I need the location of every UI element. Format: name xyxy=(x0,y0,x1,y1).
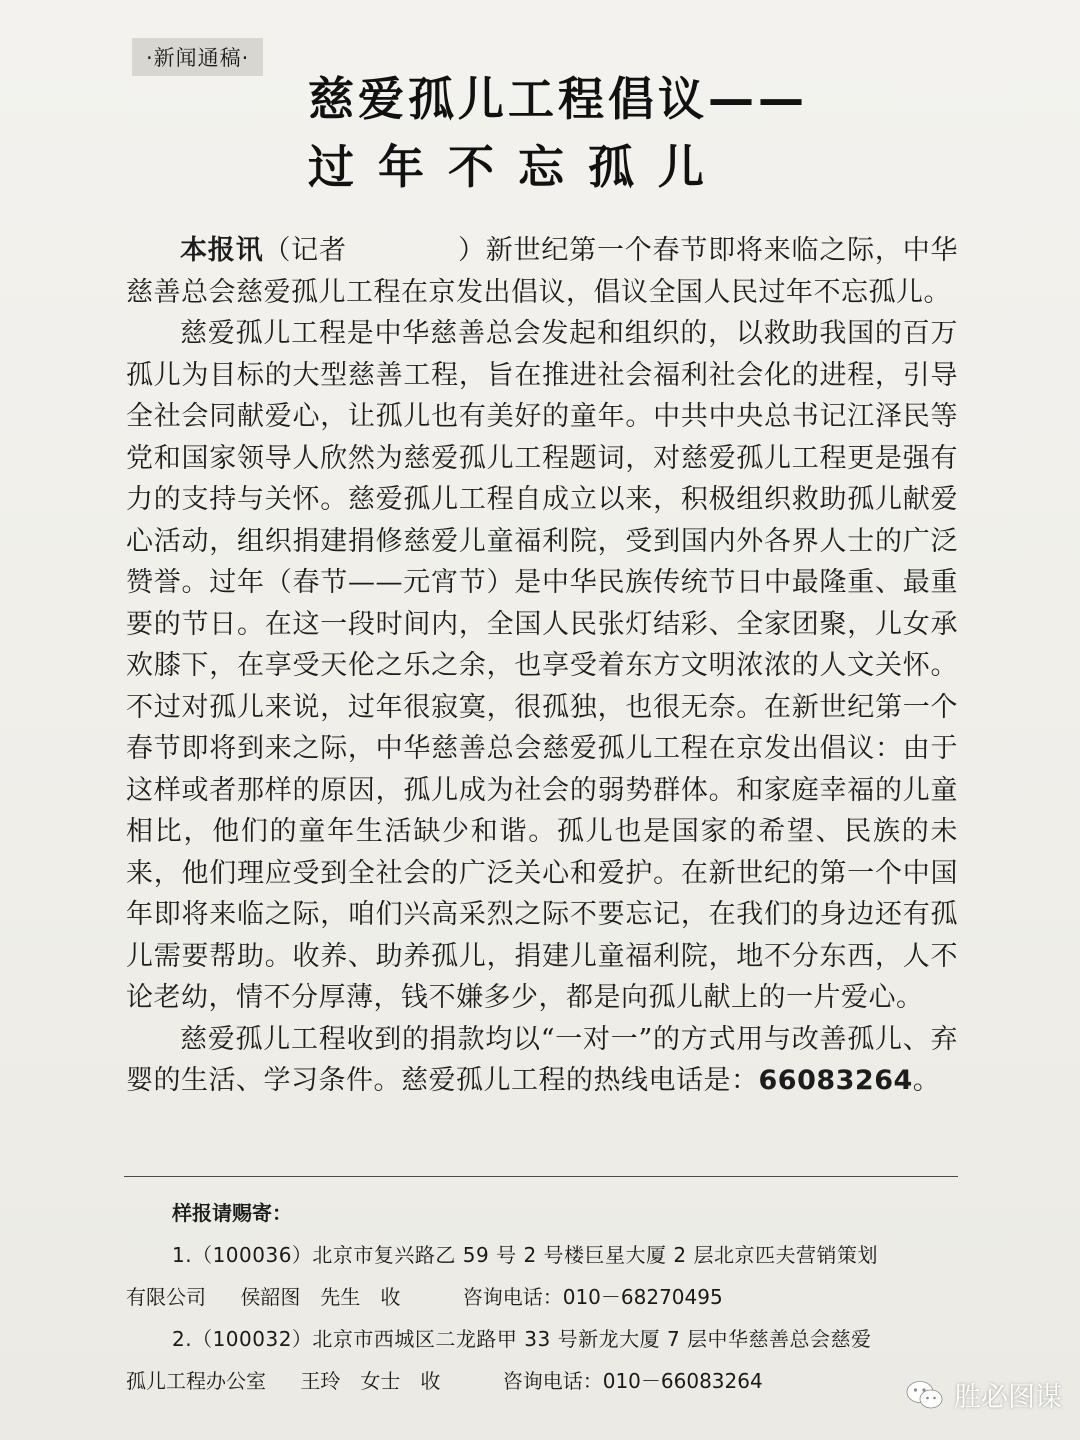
mailing-item-1-line1: 1.（100036）北京市复兴路乙 59 号 2 号楼巨星大厦 2 层北京匹夫营销策划 xyxy=(172,1243,878,1267)
paragraph-1-text: （记者 ）新世纪第一个春节即将来临之际，中华慈善总会慈爱孤儿工程在京发出倡议，倡议全国人民过年不忘孤儿。 xyxy=(126,235,959,308)
mailing-heading: 样报请赐寄： xyxy=(172,1201,292,1225)
mailing-item-1-phone: 咨询电话：010－68270495 xyxy=(462,1285,723,1309)
section-tag: ·新闻通稿· xyxy=(132,38,263,76)
mailing-item-1-line2 xyxy=(126,1276,966,1318)
paragraph-3 xyxy=(126,1019,958,1102)
mailing-item-2-office: 孤儿工程办公室 xyxy=(126,1369,266,1393)
mailing-item-2-line2 xyxy=(126,1360,966,1402)
mailing-item-1-person: 侯韶图 先生 收 xyxy=(240,1285,401,1309)
watermark xyxy=(906,1375,1062,1414)
wechat-icon xyxy=(906,1380,944,1410)
paragraph-2: 慈爱孤儿工程是中华慈善总会发起和组织的，以救助我国的百万孤儿为目标的大型慈善工程，旨在推进社会福利社会化的进程，引导全社会同献爱心，让孤儿也有美好的童年。中共中央总书记江泽民等党和国家领导人欣然为慈爱孤儿工程题词，对慈爱孤儿工程更是强有力的支持与关怀。慈爱孤儿工程自成立以来，积极组织救助孤儿献爱心活动，组织捐建捐修慈爱儿童福利院，受到国内外各界人士的广泛赞誉。过年（春节——元宵节）是中华民族传统节日中最隆重、最重要的节日。在这一段时间内，全国人民张灯结彩、全家团聚，儿女承欢膝下，在享受天伦之乐之余，也享受着东方文明浓浓的人文关怀。不过对孤儿来说，过年很寂寞，很孤独，也很无奈。在新世纪第一个春节即将到来之际，中华慈善总会慈爱孤儿工程在京发出倡议：由于这样或者那样的原因，孤儿成为社会的弱势群体。和家庭幸福的儿童相比，他们的童年生活缺少和谐。孤儿也是国家的希望、民族的未来，他们理应受到全社会的广泛关心和爱护。在新世纪的第一个中国年即将来临之际，咱们兴高采烈之际不要忘记，在我们的身边还有孤儿需要帮助。收养、助养孤儿，捐建儿童福利院，地不分东西，人不论老幼，情不分厚薄，钱不嫌多少，都是向孤儿献上的一片爱心。 xyxy=(126,318,958,1013)
paragraph-3-text: 慈爱孤儿工程收到的捐款均以“一对一”的方式用与改善孤儿、弃婴的生活、学习条件。慈爱孤儿工程的热线电话是： xyxy=(126,1023,958,1096)
divider-line xyxy=(124,1176,958,1177)
paragraph-1 xyxy=(126,230,958,313)
mailing-item-2-line1: 2.（100032）北京市西城区二龙路甲 33 号新龙大厦 7 层中华慈善总会慈爱 xyxy=(172,1327,872,1351)
mailing-item-1-company: 有限公司 xyxy=(126,1285,206,1309)
headline xyxy=(308,70,948,200)
paragraph-3-end: 。 xyxy=(912,1065,941,1096)
mailing-info xyxy=(126,1192,966,1402)
hotline-number: 66083264 xyxy=(758,1065,913,1096)
mailing-item-2-person: 王玲 女士 收 xyxy=(300,1369,441,1393)
lead-label: 本报讯 xyxy=(180,235,264,266)
headline-line1: 慈爱孤儿工程倡议—— xyxy=(308,72,808,126)
watermark-text: 胜必图谋 xyxy=(954,1382,1062,1413)
article-body xyxy=(126,230,958,1102)
mailing-item-2-phone: 咨询电话：010－66083264 xyxy=(502,1369,763,1393)
headline-line2: 过年不忘孤儿 xyxy=(308,140,728,194)
